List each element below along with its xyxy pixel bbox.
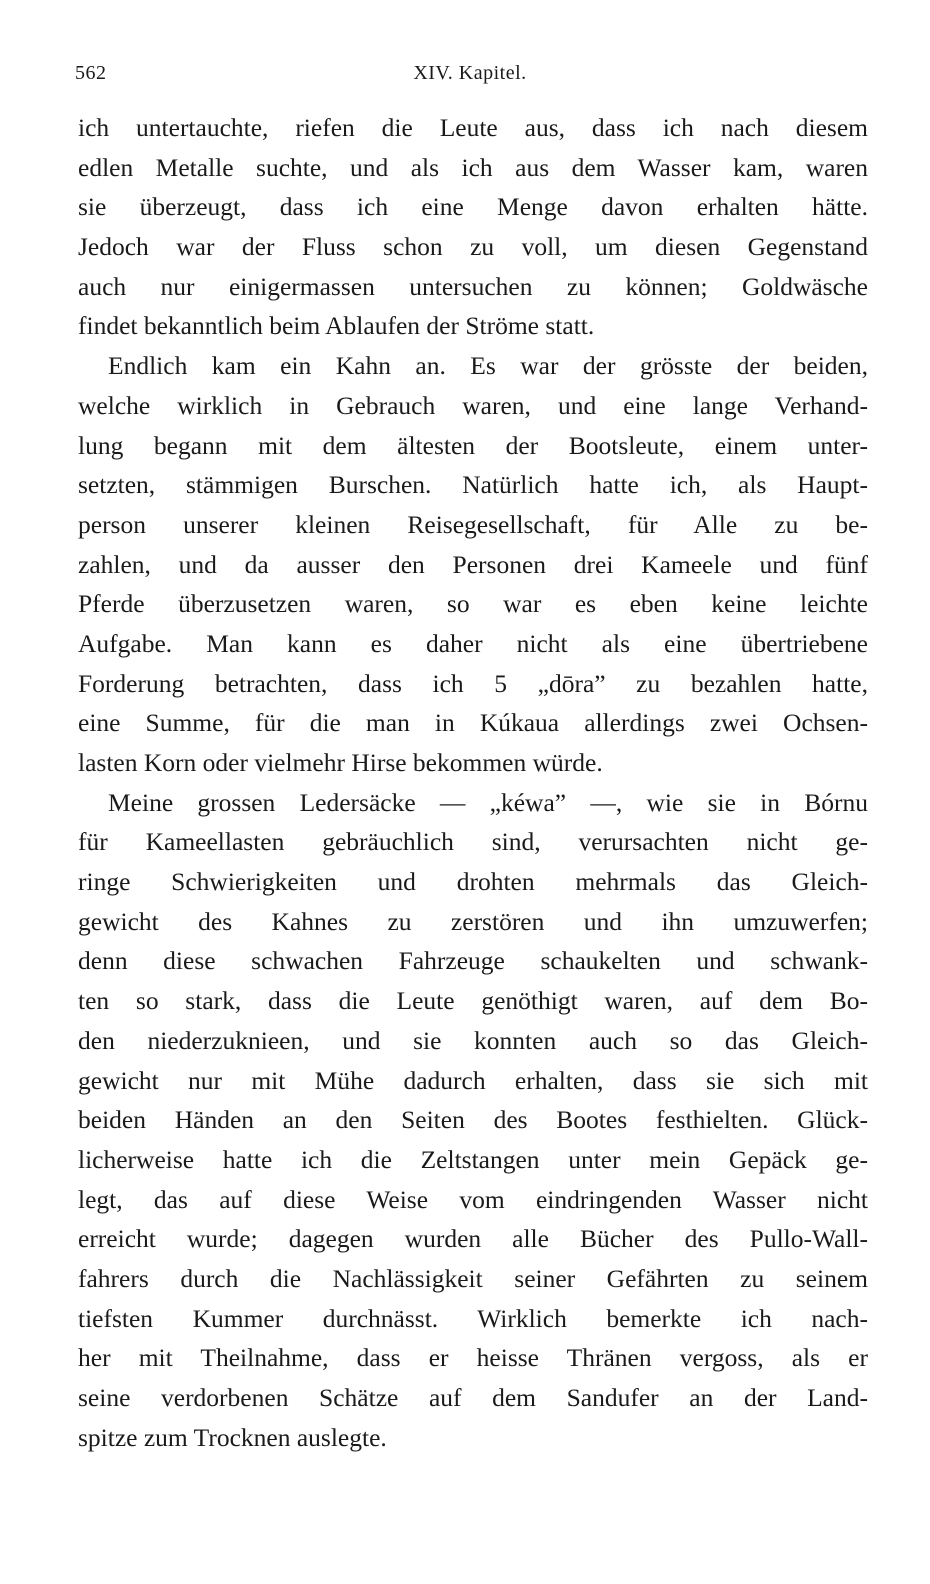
text-line: edlen Metalle suchte, und als ich aus dem Wasser kam, waren	[78, 152, 868, 182]
text-line: beiden Händen an den Seiten des Bootes festhielten. Glück-	[78, 1105, 868, 1135]
body-text	[78, 108, 868, 1457]
text-line: findet bekanntlich beim Ablaufen der Ströme statt.	[78, 311, 595, 341]
text-line: zahlen, und da ausser den Personen drei Kameele und fünf	[78, 549, 868, 579]
text-line: gewicht des Kahnes zu zerstören und ihn umzuwerfen;	[78, 906, 868, 936]
text-line: ringe Schwierigkeiten und drohten mehrmals das Gleich-	[78, 867, 868, 897]
text-line: legt, das auf diese Weise vom eindringenden Wasser nicht	[78, 1184, 868, 1214]
text-line: Endlich kam ein Kahn an. Es war der grösste der beiden,	[108, 351, 868, 381]
text-line: Meine grossen Ledersäcke — „kéwa” —, wie sie in Bórnu	[108, 787, 868, 817]
text-line: licherweise hatte ich die Zeltstangen unter mein Gepäck ge-	[78, 1144, 868, 1174]
text-line: denn diese schwachen Fahrzeuge schaukelten und schwank-	[78, 946, 868, 976]
text-line: gewicht nur mit Mühe dadurch erhalten, dass sie sich mit	[78, 1065, 868, 1095]
text-line: tiefsten Kummer durchnässt. Wirklich bemerkte ich nach-	[78, 1303, 868, 1333]
text-line: auch nur einigermassen untersuchen zu können; Goldwäsche	[78, 271, 868, 301]
text-line: Jedoch war der Fluss schon zu voll, um diesen Gegenstand	[78, 232, 868, 262]
text-line: den niederzuknieen, und sie konnten auch so das Gleich-	[78, 1025, 868, 1055]
text-line: setzten, stämmigen Burschen. Natürlich hatte ich, als Haupt-	[78, 470, 868, 500]
text-line: eine Summe, für die man in Kúkaua allerdings zwei Ochsen-	[78, 708, 868, 738]
text-line: für Kameellasten gebräuchlich sind, verursachten nicht ge-	[78, 827, 868, 857]
text-line: fahrers durch die Nachlässigkeit seiner Gefährten zu seinem	[78, 1263, 868, 1293]
text-line: ten so stark, dass die Leute genöthigt waren, auf dem Bo-	[78, 986, 868, 1016]
text-line: person unserer kleinen Reisegesellschaft, für Alle zu be-	[78, 509, 868, 539]
page-header	[75, 62, 865, 88]
text-line: spitze zum Trocknen auslegte.	[78, 1422, 387, 1452]
text-line: welche wirklich in Gebrauch waren, und eine lange Verhand-	[78, 390, 868, 420]
text-line: ich untertauchte, riefen die Leute aus, dass ich nach diesem	[78, 113, 868, 142]
running-head: XIV. Kapitel.	[413, 62, 527, 84]
text-line: lung begann mit dem ältesten der Bootsleute, einem unter-	[78, 430, 868, 460]
page-number: 562	[75, 62, 107, 84]
text-line: Forderung betrachten, dass ich 5 „dōra” zu bezahlen hatte,	[78, 668, 868, 698]
text-line: lasten Korn oder vielmehr Hirse bekommen würde.	[78, 748, 603, 777]
text-line: Pferde überzusetzen waren, so war es eben keine leichte	[78, 589, 868, 619]
text-line: Aufgabe. Man kann es daher nicht als eine übertriebene	[78, 628, 868, 658]
text-line: erreicht wurde; dagegen wurden alle Bücher des Pullo-Wall-	[78, 1224, 868, 1254]
text-line: her mit Theilnahme, dass er heisse Thränen vergoss, als er	[78, 1343, 868, 1373]
text-line: seine verdorbenen Schätze auf dem Sandufer an der Land-	[78, 1383, 868, 1412]
text-line: sie überzeugt, dass ich eine Menge davon erhalten hätte.	[78, 192, 868, 222]
